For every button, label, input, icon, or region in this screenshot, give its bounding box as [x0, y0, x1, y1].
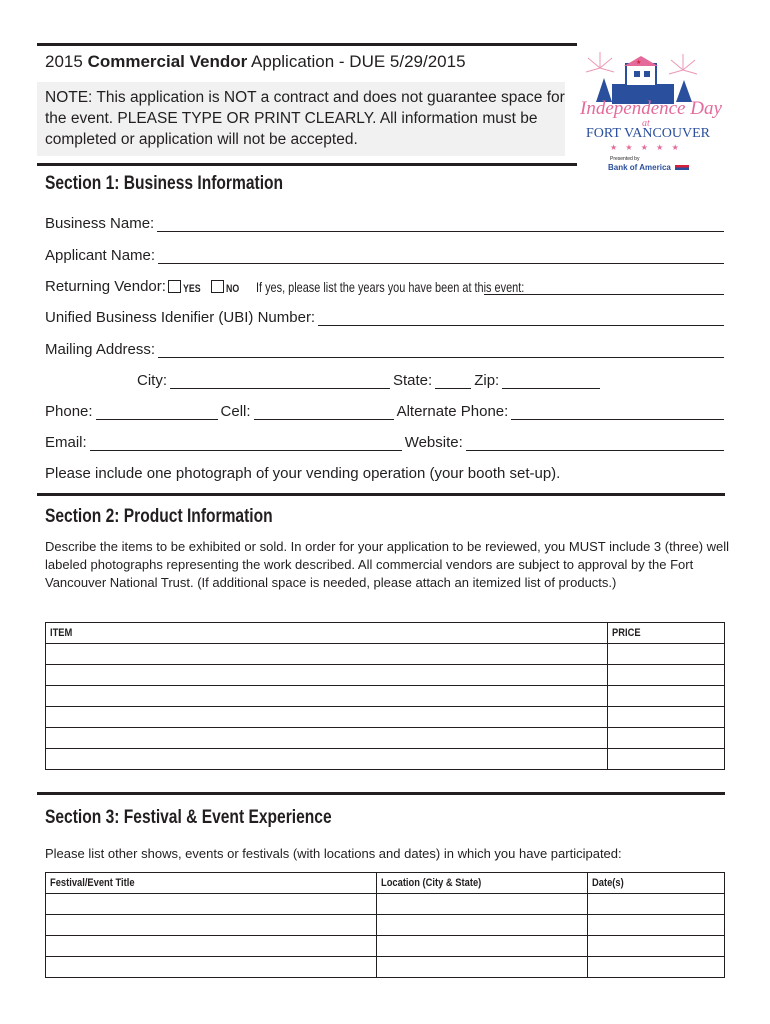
product-header-row — [46, 623, 725, 644]
zip-label: Zip: — [474, 372, 500, 389]
photo-note-row — [45, 462, 727, 482]
logo-stars: ★ ★ ★ ★ ★ — [610, 143, 682, 152]
price-cell[interactable] — [608, 707, 725, 728]
table-row — [46, 915, 725, 936]
no-label: NO — [225, 283, 240, 295]
item-cell[interactable] — [46, 644, 608, 665]
top-rule — [37, 43, 577, 46]
mailing-field[interactable] — [158, 343, 724, 358]
email-row — [45, 431, 727, 451]
item-column-header: ITEM — [46, 623, 608, 644]
yes-checkbox[interactable] — [168, 280, 181, 293]
website-label: Website: — [404, 434, 463, 451]
section3-description: Please list other shows, events or festivals (with locations and dates) in which you have participated: — [45, 846, 622, 861]
state-label: State: — [393, 372, 433, 389]
table-row — [46, 707, 725, 728]
section3-rule — [37, 792, 725, 795]
logo-line2: at — [642, 118, 650, 129]
cell-label: Cell: — [220, 403, 251, 420]
dates-header: Date(s) — [588, 873, 725, 894]
yes-label: YES — [182, 283, 201, 295]
form-title: 2015 Commercial Vendor Application - DUE 5/29/2015 — [45, 52, 466, 71]
location-cell[interactable] — [377, 894, 588, 915]
festival-title-header: Festival/Event Title — [46, 873, 377, 894]
event-logo — [578, 46, 720, 176]
email-label: Email: — [45, 434, 87, 451]
alt-phone-label: Alternate Phone: — [396, 403, 509, 420]
section3-heading: Section 3: Festival & Event Experience — [45, 807, 332, 828]
festival-title-cell[interactable] — [46, 894, 377, 915]
city-field[interactable] — [170, 374, 390, 389]
price-cell[interactable] — [608, 644, 725, 665]
phone-label: Phone: — [45, 403, 93, 420]
logo-line1: Independence Day — [580, 98, 722, 119]
returning-vendor-row — [45, 275, 727, 295]
item-cell[interactable] — [46, 686, 608, 707]
table-row — [46, 644, 725, 665]
returning-vendor-label: Returning Vendor: — [45, 278, 166, 295]
table-row — [46, 957, 725, 978]
table-row — [46, 728, 725, 749]
price-cell[interactable] — [608, 665, 725, 686]
business-name-row — [45, 212, 727, 232]
location-cell[interactable] — [377, 936, 588, 957]
zip-field[interactable] — [502, 374, 600, 389]
phone-row — [45, 400, 727, 420]
ubi-field[interactable] — [318, 311, 724, 326]
festival-title-cell[interactable] — [46, 915, 377, 936]
price-column-header: PRICE — [608, 623, 725, 644]
location-cell[interactable] — [377, 915, 588, 936]
ubi-label: Unified Business Idenifier (UBI) Number: — [45, 309, 316, 326]
mailing-row — [45, 338, 727, 358]
item-cell[interactable] — [46, 749, 608, 770]
business-name-field[interactable] — [157, 217, 724, 232]
table-row — [46, 936, 725, 957]
website-field[interactable] — [466, 436, 724, 451]
item-cell[interactable] — [46, 707, 608, 728]
photo-note: Please include one photograph of your vending operation (your booth set-up). — [45, 465, 561, 482]
applicant-name-row — [45, 244, 727, 264]
city-label: City: — [137, 372, 167, 389]
section2-description: Describe the items to be exhibited or sold. In order for your application to be reviewed, you MUST include 3 (three) well labeled photographs representing the work described. All commercial vendors are subject to approval by the Fort Vancouver National Trust. (If additional space is needed, please attach an itemized list of products.) — [45, 539, 730, 590]
table-row — [46, 665, 725, 686]
email-field[interactable] — [90, 436, 402, 451]
table-row — [46, 749, 725, 770]
applicant-name-label: Applicant Name: — [45, 247, 156, 264]
experience-header-row — [46, 873, 725, 894]
section1-rule — [37, 163, 577, 166]
note-text: NOTE: This application is NOT a contract and does not guarantee space for the event. PLEASE TYPE OR PRINT CLEARLY. All information must be completed or application will not be accepted. — [45, 89, 565, 148]
item-cell[interactable] — [46, 665, 608, 686]
festival-title-cell[interactable] — [46, 957, 377, 978]
mailing-label: Mailing Address: — [45, 341, 156, 358]
experience-table — [45, 872, 725, 978]
logo-line3: FORT VANCOUVER — [586, 126, 711, 141]
table-row — [46, 894, 725, 915]
no-checkbox[interactable] — [211, 280, 224, 293]
business-name-label: Business Name: — [45, 215, 155, 232]
location-cell[interactable] — [377, 957, 588, 978]
item-cell[interactable] — [46, 728, 608, 749]
location-header: Location (City & State) — [377, 873, 588, 894]
logo-presented: Presented by — [610, 156, 640, 162]
price-cell[interactable] — [608, 686, 725, 707]
section2-rule — [37, 493, 725, 496]
dates-cell[interactable] — [588, 915, 725, 936]
years-prompt: If yes, please list the years you have been at this event: — [256, 279, 525, 295]
product-table — [45, 622, 725, 770]
festival-title-cell[interactable] — [46, 936, 377, 957]
phone-field[interactable] — [96, 405, 218, 420]
dates-cell[interactable] — [588, 936, 725, 957]
price-cell[interactable] — [608, 749, 725, 770]
section1-heading: Section 1: Business Information — [45, 173, 284, 194]
cell-field[interactable] — [254, 405, 394, 420]
svg-text:★: ★ — [636, 59, 642, 66]
state-field[interactable] — [435, 374, 471, 389]
logo-sponsor: Bank of America — [608, 163, 689, 172]
city-row — [137, 369, 637, 389]
dates-cell[interactable] — [588, 957, 725, 978]
alt-phone-field[interactable] — [511, 405, 724, 420]
section2-heading: Section 2: Product Information — [45, 506, 273, 527]
dates-cell[interactable] — [588, 894, 725, 915]
table-row — [46, 686, 725, 707]
price-cell[interactable] — [608, 728, 725, 749]
ubi-row — [45, 306, 727, 326]
applicant-name-field[interactable] — [158, 249, 724, 264]
sponsor-flag-icon — [675, 165, 689, 170]
